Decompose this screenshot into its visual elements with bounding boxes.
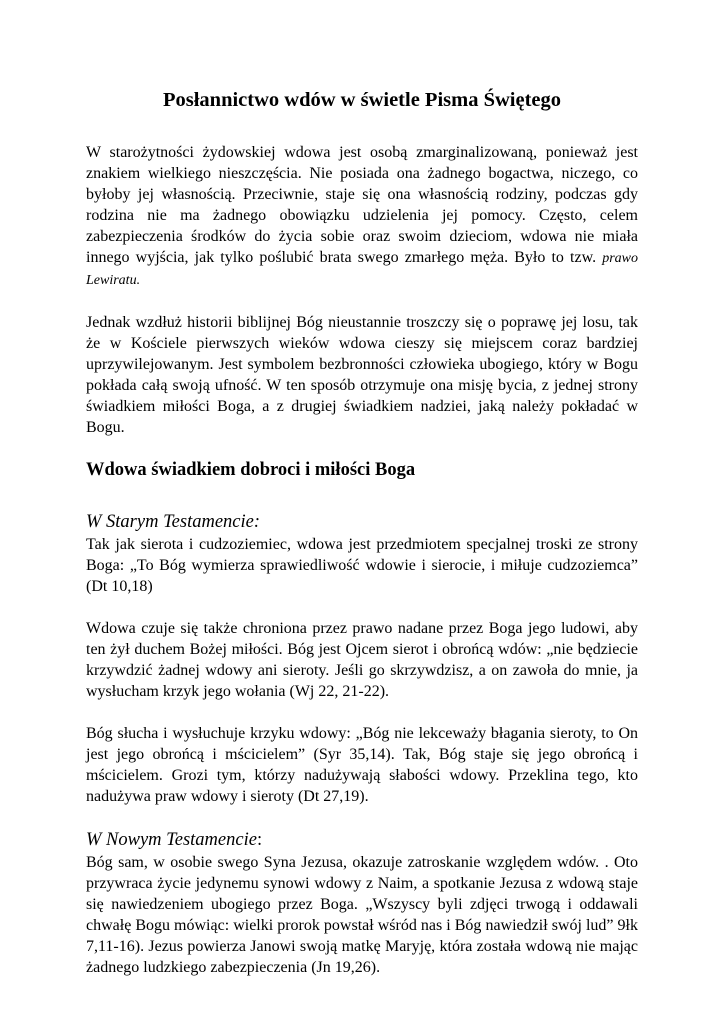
document-page: [86, 86, 638, 978]
old-testament-subheading: [86, 510, 638, 534]
new-testament-paragraph-1: Bóg sam, w osobie swego Syna Jezusa, okazuje zatroskanie względem wdów. . Oto przywraca życie jedynemu synowi wdowy z Naim, a spotkanie Jezusa z wdową staje się nawiedzeniem ubogiego przez Boga. „Wszyscy byli zdjęci trwogą i oddawali chwałę Bogu mówiąc: wielki prorok powstał wśród nas i Bóg nawiedził swój lud” 9łk 7,11-16). Jezus powierza Janowi swoją matkę Maryję, która została wdową nie mając żadnego ludzkiego zabezpieczenia (Jn 19,26).: [86, 854, 638, 976]
intro-paragraph-1: [86, 142, 638, 291]
intro-paragraph-1-text: W starożytności żydowskiej wdowa jest osobą zmarginalizowaną, ponieważ jest znakiem wielkiego nieszczęścia. Nie posiada ona żadnego bogactwa, niczego, co byłoby jej własnością. Przeciwnie, staje się ona własnością rodziny, podczas gdy rodzina nie ma żadnego obowiązku udzielenia jej pomocy. Często, celem zabezpieczenia środków do życia sobie oraz swoim dzieciom, wdowa nie miała innego wyjścia, jak tylko poślubić brata swego zmarłego męża. Było to tzw.: [86, 144, 638, 266]
old-testament-paragraph-2: Wdowa czuje się także chroniona przez prawo nadane przez Boga jego ludowi, aby ten żył duchem Bożej miłości. Bóg jest Ojcem sierot i obrońcą wdów: „nie będziecie krzywdzić żadnej wdowy ani sieroty. Jeśli go skrzywdzisz, a on zawoła do mnie, ja wysłucham krzyk jego wołania (Wj 22, 21-22).: [86, 620, 638, 700]
new-testament-subheading: [86, 828, 638, 852]
new-testament-subheading-colon: :: [256, 830, 263, 850]
intro-term-lewirat: prawo Lewiratu.: [86, 251, 639, 288]
document-title: Posłannictwo wdów w świetle Pisma Świętego: [162, 89, 561, 111]
intro-paragraph-2: Jednak wzdłuż historii biblijnej Bóg nieustannie troszczy się o poprawę jej losu, tak że w Kościele pierwszych wieków wdowa cieszy się miejscem coraz bardziej uprzywilejowanym. Jest symbolem bezbronności człowieka ubogiego, który w Bogu pokłada całą swoją ufność. W ten sposób otrzymuje ona misję bycia, z jednej strony świadkiem miłości Boga, a z drugiej świadkiem nadziei, jaką należy pokładać w Bogu.: [86, 314, 638, 436]
section-heading: Wdowa świadkiem dobroci i miłości Boga: [86, 460, 416, 480]
old-testament-paragraph-1: Tak jak sierota i cudzoziemiec, wdowa jest przedmiotem specjalnej troski ze strony Boga: „To Bóg wymierza sprawiedliwość wdowie i sierocie, i miłuje cudzoziemca” (Dt 10,18): [86, 536, 638, 595]
old-testament-subheading-text: W Starym Testamencie:: [86, 512, 261, 532]
old-testament-paragraph-3: Bóg słucha i wysłuchuje krzyku wdowy: „Bóg nie lekceważy błagania sieroty, to On jest jego obrońcą i mścicielem” (Syr 35,14). Tak, Bóg staje się jego obrońcą i mścicielem. Grozi tym, którzy nadużywają słabości wdowy. Przeklina tego, kto nadużywa praw wdowy i sieroty (Dt 27,19).: [86, 725, 638, 805]
new-testament-subheading-text: W Nowym Testamencie: [86, 830, 257, 850]
